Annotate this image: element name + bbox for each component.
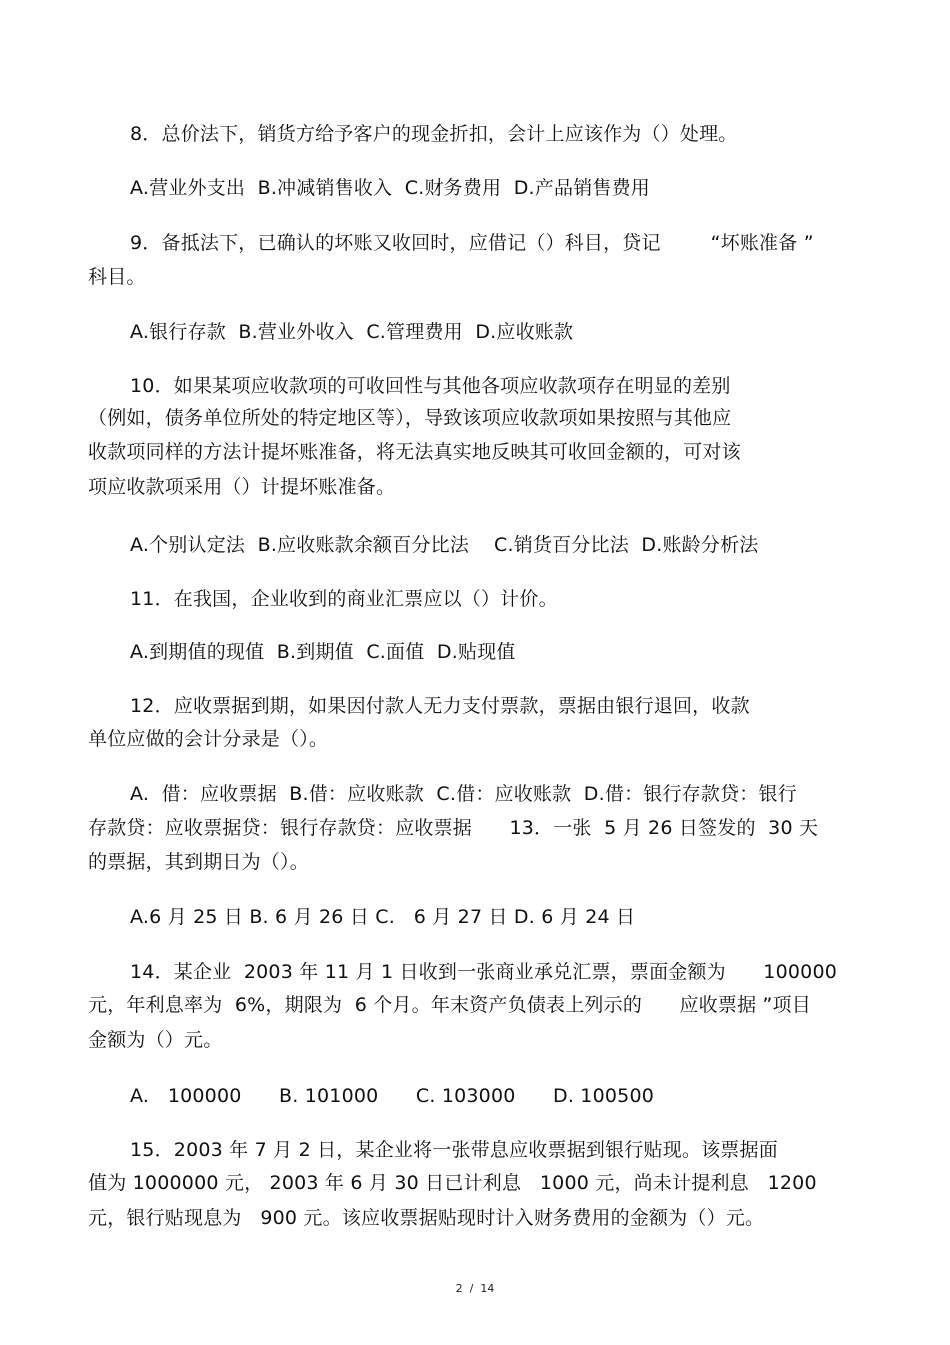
question-9-text-cont: 科目。 xyxy=(88,266,146,288)
question-10-text-cont-2: 收款项同样的方法计提坏账准备，将无法真实地反映其可收回金额的，可对该 xyxy=(88,441,741,463)
question-14-text: 14．某企业 2003 年 11 月 1 日收到一张商业承兑汇票，票面金额为 100000 xyxy=(130,961,838,983)
question-8-options: A.营业外支出 B.冲减销售收入 C.财务费用 D.产品销售费用 xyxy=(130,177,650,199)
question-13-options: A.6 月 25 日 B. 6 月 26 日 C. 6 月 27 日 D. 6 月 24 日 xyxy=(130,906,636,928)
question-10-text-cont-3: 项应收款项采用（）计提坏账准备。 xyxy=(88,476,396,498)
question-12-text-cont: 单位应做的会计分录是（）。 xyxy=(88,728,329,750)
question-10-options: A.个别认定法 B.应收账款余额百分比法 C.销货百分比法 D.账龄分析法 xyxy=(130,534,759,556)
question-13-text-cont: 的票据，其到期日为（）。 xyxy=(88,851,309,873)
question-8-text: 8．总价法下，销货方给予客户的现金折扣，会计上应该作为（）处理。 xyxy=(130,123,738,145)
question-15-text-cont-2: 元，银行贴现息为 900 元。该应收票据贴现时计入财务费用的金额为（）元。 xyxy=(88,1207,765,1229)
question-14-options: A. 100000 B. 101000 C. 103000 D. 100500 xyxy=(130,1085,655,1107)
question-14-text-cont-1: 元，年利息率为 6%，期限为 6 个月。年末资产负债表上列示的 应收票据 ”项目 xyxy=(88,994,811,1016)
question-9-text: 9．备抵法下，已确认的坏账又收回时，应借记（）科目，贷记 “坏账准备 ” xyxy=(130,232,814,254)
question-10-text: 10．如果某项应收款项的可收回性与其他各项应收款项存在明显的差别 xyxy=(130,375,731,397)
question-14-text-cont-2: 金额为（）元。 xyxy=(88,1029,223,1051)
question-11-options: A.到期值的现值 B.到期值 C.面值 D.贴现值 xyxy=(130,641,516,663)
question-10-text-cont-1: （例如，债务单位所处的特定地区等），导致该项应收款项如果按照与其他应 xyxy=(88,407,732,429)
question-12-options: A. 借：应收票据 B.借：应收账款 C.借：应收账款 D.借：银行存款贷：银行 xyxy=(130,783,797,805)
question-15-text-cont-1: 值为 1000000 元， 2003 年 6 月 30 日已计利息 1000 元，尚未计提利息 1200 xyxy=(88,1172,817,1194)
page-indicator: 2 / 14 xyxy=(455,1282,495,1295)
question-9-options: A.银行存款 B.营业外收入 C.管理费用 D.应收账款 xyxy=(130,321,574,343)
question-12-text: 12．应收票据到期，如果因付款人无力支付票款，票据由银行退回，收款 xyxy=(130,695,750,717)
question-11-text: 11．在我国，企业收到的商业汇票应以（）计价。 xyxy=(130,588,558,610)
question-12-13-mixed-line: 存款贷：应收票据贷：银行存款贷：应收票据 13．一张 5 月 26 日签发的 30 天 xyxy=(88,817,819,839)
question-15-text: 15．2003 年 7 月 2 日，某企业将一张带息应收票据到银行贴现。该票据面 xyxy=(130,1139,778,1161)
